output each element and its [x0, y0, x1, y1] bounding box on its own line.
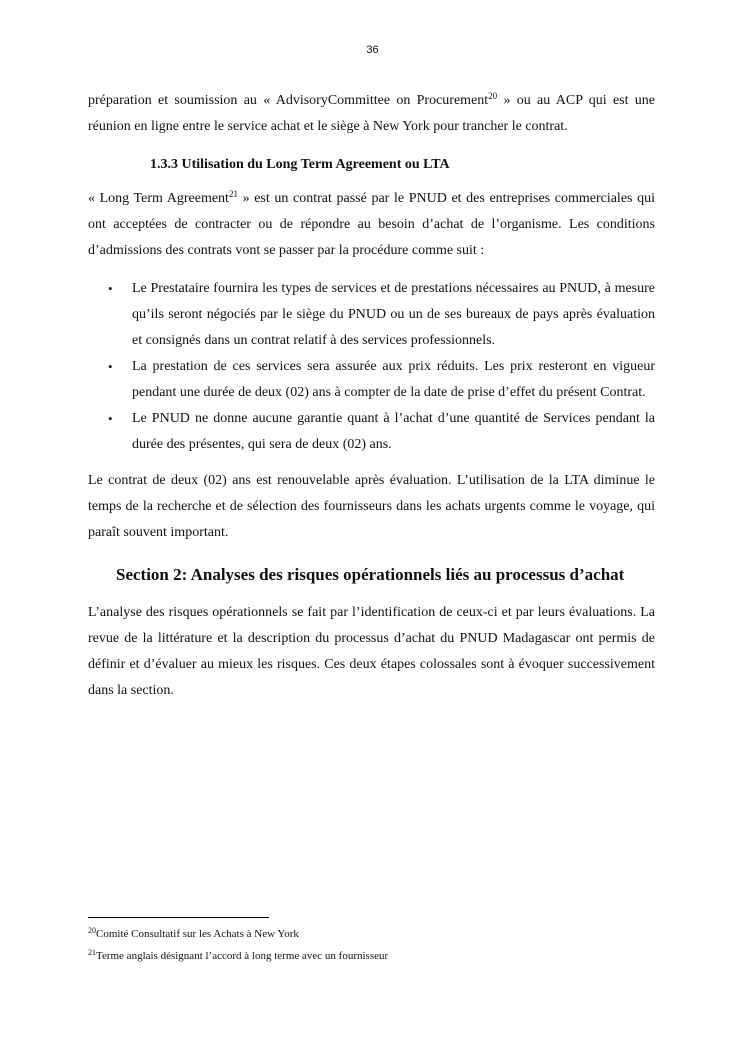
footnote-21 — [88, 949, 388, 963]
paragraph-text: préparation et soumission au « AdvisoryCommittee on Procurement — [88, 93, 489, 108]
list-item — [88, 354, 655, 406]
footnote-text: Terme anglais désignant l’accord à long terme avec un fournisseur — [96, 950, 389, 962]
paragraph-text: » est un contrat passé par le PNUD et des entreprises commerciales qui ont acceptées de contracter ou de répondre au besoin d’achat de l’organisme. Les conditions d’admissions des contrats vont se passer par la procédure comme suit : — [88, 191, 655, 258]
footnote-number: 21 — [88, 948, 96, 957]
subsection-heading: 1.3.3 Utilisation du Long Term Agreement ou LTA — [150, 157, 450, 172]
footnote-20 — [88, 927, 299, 941]
paragraph-risk-analysis: L’analyse des risques opérationnels se fait par l’identification de ceux-ci et par leurs évaluations. La revue de la littérature et la description du processus d’achat du PNUD Madagascar ont permis de définir et d’évaluer au mieux les risques. Ces deux étapes colossales sont à évoquer successivement dans la section. — [88, 605, 655, 698]
section-heading: Section 2: Analyses des risques opérationnels liés au processus d’achat — [116, 565, 625, 584]
bullet-icon: • — [108, 359, 113, 374]
paragraph-renewal: Le contrat de deux (02) ans est renouvelable après évaluation. L’utilisation de la LTA diminue le temps de la recherche et de sélection des fournisseurs dans les achats urgents comme le voyage, qui paraît souvent important. — [88, 473, 655, 540]
footnote-ref-21[interactable]: 21 — [228, 189, 238, 199]
paragraph-procurement — [88, 88, 655, 140]
list-item-text: Le Prestataire fournira les types de services et de prestations nécessaires au PNUD, à mesure qu’ils seront négociés par le siège du PNUD ou un de ses bureaux de pays après évaluation et consignés dans un contrat relatif à des services professionnels. — [132, 281, 655, 348]
list-item-text: La prestation de ces services sera assurée aux prix réduits. Les prix resteront en vigueur pendant une durée de deux (02) ans à compter de la date de prise d’effet du présent Contrat. — [132, 359, 655, 400]
paragraph-text: « Long Term Agreement — [88, 191, 229, 206]
bullet-icon: • — [108, 411, 113, 426]
paragraph-lta-definition — [88, 186, 655, 264]
footnote-divider — [88, 917, 269, 918]
list-item-text: Le PNUD ne donne aucune garantie quant à l’achat d’une quantité de Services pendant la durée des présentes, qui sera de deux (02) ans. — [132, 411, 655, 452]
paragraph-text: » ou au ACP qui est une réunion en ligne entre le service achat et le siège à New York pour trancher le contrat. — [88, 93, 655, 134]
footnote-text: Comité Consultatif sur les Achats à New York — [96, 928, 299, 940]
list-item — [88, 276, 655, 354]
page-body — [88, 88, 655, 704]
footnote-ref-20[interactable]: 20 — [488, 91, 498, 101]
conditions-list — [88, 276, 655, 458]
page-number: 36 — [366, 44, 379, 56]
list-item — [88, 406, 655, 458]
bullet-icon: • — [108, 281, 113, 296]
footnote-number: 20 — [88, 926, 96, 935]
